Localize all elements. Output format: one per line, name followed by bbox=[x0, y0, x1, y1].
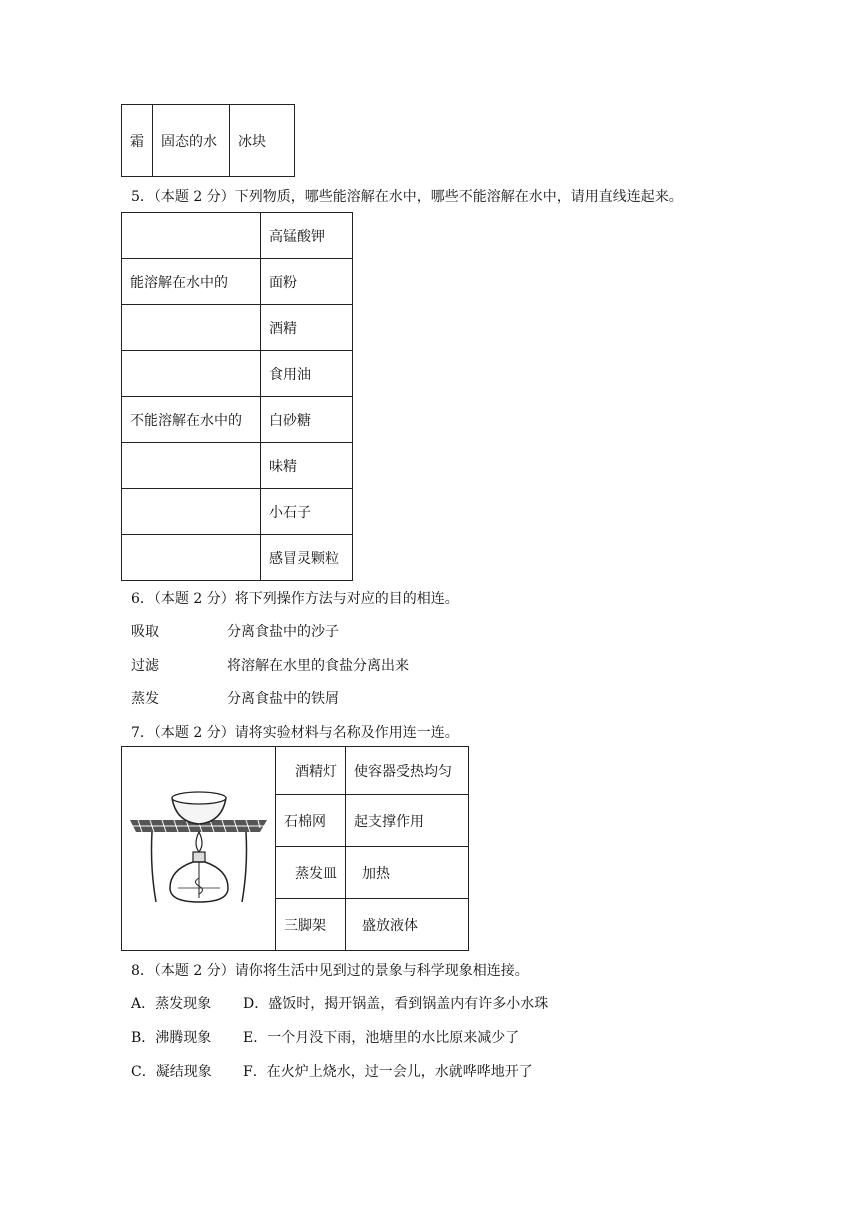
top-cell-3: 冰块 bbox=[230, 105, 295, 177]
q7-title: 7．（本题 2 分）请将实验材料与名称及作用连一连。 bbox=[131, 725, 459, 741]
q5-right-6: 味精 bbox=[261, 443, 353, 489]
q8-title: 8．（本题 2 分）请你将生活中见到过的景象与科学现象相连接。 bbox=[131, 963, 529, 979]
q5-left-1 bbox=[122, 213, 261, 259]
q8-phenomenon-a: A．蒸发现象 bbox=[131, 996, 212, 1012]
q5-right-2: 面粉 bbox=[261, 259, 353, 305]
q5-right-3: 酒精 bbox=[261, 305, 353, 351]
q5-title: 5．（本题 2 分）下列物质，哪些能溶解在水中，哪些不能溶解在水中，请用直线连起来。 bbox=[131, 189, 683, 205]
q5-left-8 bbox=[122, 535, 261, 581]
top-cell-2: 固态的水 bbox=[153, 105, 230, 177]
q7-use-2: 起支撑作用 bbox=[346, 795, 469, 847]
q7-use-1: 使容器受热均匀 bbox=[346, 747, 469, 795]
q6-purpose-1: 分离食盐中的沙子 bbox=[227, 624, 339, 640]
q8-phenomenon-b: B．沸腾现象 bbox=[131, 1030, 212, 1046]
q8-scene-d: D．盛饭时，揭开锅盖，看到锅盖内有许多小水珠 bbox=[243, 996, 549, 1012]
q6-purpose-2: 将溶解在水里的食盐分离出来 bbox=[227, 658, 409, 674]
q5-right-5: 白砂糖 bbox=[261, 397, 353, 443]
q5-left-3 bbox=[122, 305, 261, 351]
q6-purpose-3: 分离食盐中的铁屑 bbox=[227, 691, 339, 707]
q6-method-2: 过滤 bbox=[131, 658, 159, 674]
q6-method-1: 吸取 bbox=[131, 624, 159, 640]
q7-name-3: 蒸发皿 bbox=[276, 847, 346, 899]
q7-name-4: 三脚架 bbox=[276, 899, 346, 951]
top-cell-1: 霜 bbox=[122, 105, 153, 177]
q8-scene-f: F．在火炉上烧水，过一会儿，水就哗哗地开了 bbox=[243, 1064, 533, 1080]
evaporation-apparatus-icon bbox=[122, 748, 275, 950]
q6-method-3: 蒸发 bbox=[131, 691, 159, 707]
q7-name-1: 酒精灯 bbox=[276, 747, 346, 795]
q5-right-4: 食用油 bbox=[261, 351, 353, 397]
q7-table bbox=[121, 746, 469, 951]
top-table bbox=[121, 104, 295, 177]
q5-table bbox=[121, 212, 353, 581]
q5-left-4 bbox=[122, 351, 261, 397]
q5-right-8: 感冒灵颗粒 bbox=[261, 535, 353, 581]
q7-illustration-cell bbox=[122, 747, 276, 951]
q5-left-6 bbox=[122, 443, 261, 489]
q5-right-7: 小石子 bbox=[261, 489, 353, 535]
q8-phenomenon-c: C．凝结现象 bbox=[131, 1064, 212, 1080]
q7-use-3: 加热 bbox=[346, 847, 469, 899]
q7-name-2: 石棉网 bbox=[276, 795, 346, 847]
q7-use-4: 盛放液体 bbox=[346, 899, 469, 951]
q5-left-7 bbox=[122, 489, 261, 535]
q5-left-5: 不能溶解在水中的 bbox=[122, 397, 261, 443]
q8-scene-e: E．一个月没下雨，池塘里的水比原来减少了 bbox=[243, 1030, 520, 1046]
q6-title: 6．（本题 2 分）将下列操作方法与对应的目的相连。 bbox=[131, 591, 459, 607]
q5-left-2: 能溶解在水中的 bbox=[122, 259, 261, 305]
q5-right-1: 高锰酸钾 bbox=[261, 213, 353, 259]
